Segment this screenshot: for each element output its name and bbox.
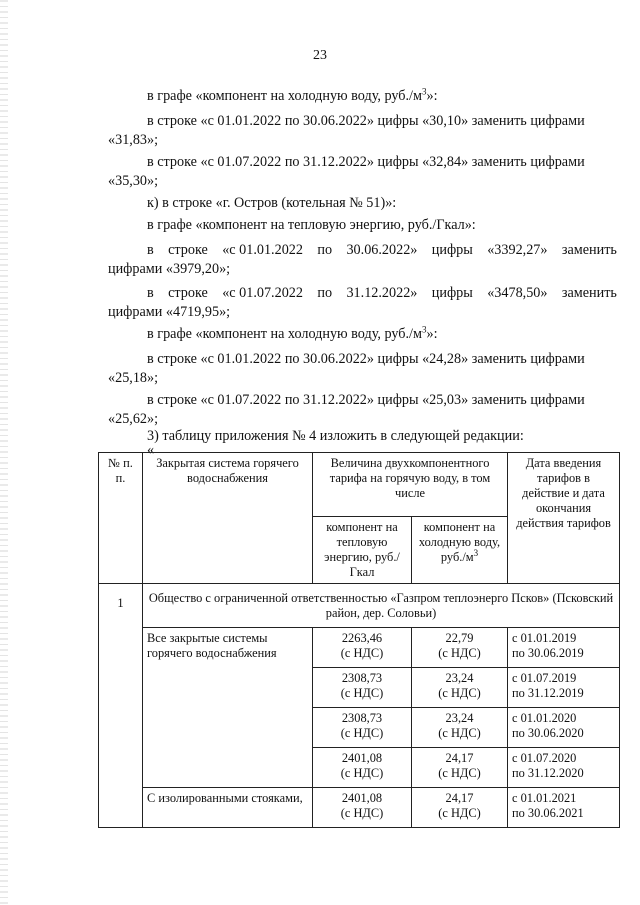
date-from: с 01.01.2020 — [512, 711, 577, 725]
date-cell — [508, 788, 620, 828]
paragraph-text: »: — [426, 88, 438, 104]
water-value: 24,17 — [445, 751, 474, 765]
header-tariff: Величина двухкомпонентного тарифа на горячую воду, в том числе — [313, 453, 508, 517]
word: по — [317, 242, 333, 258]
word: «3478,50» — [487, 285, 548, 301]
vat-note: (с НДС) — [340, 806, 384, 820]
vat-note: (с НДС) — [340, 646, 384, 660]
paragraph-heat-row-h1 — [147, 240, 617, 260]
word: по — [317, 285, 333, 301]
paragraph-text: в графе «компонент на холодную воду, руб./м — [147, 88, 422, 104]
header-water-component — [412, 517, 508, 584]
word: строке — [168, 242, 208, 258]
table-org-row — [99, 584, 620, 628]
paragraph-water-row-h2-continued: «25,62»; — [108, 411, 159, 427]
page-number: 23 — [313, 48, 327, 63]
date-cell — [508, 668, 620, 708]
word: строке — [168, 285, 208, 301]
heat-value: 2308,73 — [341, 671, 383, 685]
date-from: с 01.01.2021 — [512, 791, 577, 805]
date-cell — [508, 708, 620, 748]
header-water-text: компонент на холодную воду, руб./м — [418, 520, 501, 564]
row-number: 1 — [99, 584, 143, 828]
water-cell — [412, 708, 508, 748]
paragraph-text: »: — [426, 326, 438, 342]
heat-value: 2401,08 — [341, 791, 383, 805]
heat-value: 2263,46 — [341, 631, 383, 645]
paragraph-row-2022-h1: в строке «с 01.01.2022 по 30.06.2022» цифры «30,10» заменить цифрами — [147, 113, 585, 129]
paragraph-water-row-h1: в строке «с 01.01.2022 по 30.06.2022» цифры «24,28» заменить цифрами — [147, 351, 585, 367]
heat-cell — [313, 628, 412, 668]
heat-cell — [313, 668, 412, 708]
organization-name: Общество с ограниченной ответственностью «Газпром теплоэнерго Псков» (Псковский район, дер. Соловьи) — [143, 584, 620, 628]
paragraph-table-intro: 3) таблицу приложения № 4 изложить в следующей редакции: — [147, 428, 524, 444]
word: цифры — [431, 242, 473, 258]
paragraph-ostrov: к) в строке «г. Остров (котельная № 51)»: — [147, 195, 397, 211]
word: 31.12.2022» — [346, 285, 418, 301]
date-to: по 31.12.2020 — [512, 766, 584, 780]
water-cell — [412, 788, 508, 828]
table-row — [99, 628, 620, 668]
word: в — [147, 242, 154, 258]
vat-note: (с НДС) — [438, 686, 481, 700]
vat-note: (с НДС) — [340, 726, 384, 740]
paragraph-row-2022-h2: в строке «с 01.07.2022 по 31.12.2022» цифры «32,84» заменить цифрами — [147, 154, 585, 170]
vat-note: (с НДС) — [340, 686, 384, 700]
water-cell — [412, 748, 508, 788]
heat-value: 2308,73 — [341, 711, 383, 725]
system-cell: Все закрытые системы горячего водоснабжения — [143, 628, 313, 788]
vat-note: (с НДС) — [340, 766, 384, 780]
scan-edge-artifact — [0, 0, 8, 905]
heat-value: 2401,08 — [341, 751, 383, 765]
date-from: с 01.01.2019 — [512, 631, 577, 645]
date-to: по 30.06.2021 — [512, 806, 584, 820]
header-dates: Дата введения тарифов в действие и дата окончания действия тарифов — [508, 453, 620, 584]
word: цифры — [431, 285, 473, 301]
word: заменить — [561, 285, 617, 301]
system-cell: С изолированными стояками, — [143, 788, 313, 828]
heat-cell — [313, 748, 412, 788]
header-system: Закрытая система горячего водоснабжения — [143, 453, 313, 584]
word: в — [147, 285, 154, 301]
paragraph-row-2022-h2-continued: «35,30»; — [108, 173, 159, 189]
superscript: 3 — [473, 547, 479, 558]
opening-quote: « — [147, 442, 155, 458]
vat-note: (с НДС) — [438, 766, 481, 780]
table-header-row — [99, 453, 620, 517]
paragraph-water-row-h2: в строке «с 01.07.2022 по 31.12.2022» цифры «25,03» заменить цифрами — [147, 392, 585, 408]
tariff-table — [98, 452, 620, 828]
paragraph-heat-row-h2-continued: цифрами «4719,95»; — [108, 304, 231, 320]
header-heat-component: компонент на тепловую энергию, руб./Гкал — [313, 517, 412, 584]
paragraph-heat-row-h1-continued: цифрами «3979,20»; — [108, 261, 231, 277]
water-cell — [412, 628, 508, 668]
paragraph-cold-water-column-2 — [147, 324, 438, 344]
heat-cell — [313, 708, 412, 748]
word: заменить — [561, 242, 617, 258]
paragraph-heat-column: в графе «компонент на тепловую энергию, руб./Гкал»: — [147, 217, 476, 233]
water-value: 24,17 — [445, 791, 474, 805]
header-number: № п. п. — [99, 453, 143, 584]
date-from: с 01.07.2020 — [512, 751, 577, 765]
date-to: по 31.12.2019 — [512, 686, 584, 700]
paragraph-text: в графе «компонент на холодную воду, руб./м — [147, 326, 422, 342]
vat-note: (с НДС) — [438, 806, 481, 820]
superscript: 3 — [421, 86, 427, 97]
paragraph-water-row-h1-continued: «25,18»; — [108, 370, 159, 386]
date-to: по 30.06.2020 — [512, 726, 584, 740]
heat-cell — [313, 788, 412, 828]
water-value: 23,24 — [445, 671, 474, 685]
superscript: 3 — [421, 324, 427, 335]
date-cell — [508, 628, 620, 668]
paragraph-row-2022-h1-continued: «31,83»; — [108, 132, 159, 148]
word: «с 01.07.2022 — [222, 285, 303, 301]
vat-note: (с НДС) — [438, 646, 481, 660]
water-value: 23,24 — [445, 711, 474, 725]
vat-note: (с НДС) — [438, 726, 481, 740]
date-to: по 30.06.2019 — [512, 646, 584, 660]
water-cell — [412, 668, 508, 708]
date-cell — [508, 748, 620, 788]
paragraph-heat-row-h2 — [147, 283, 617, 303]
paragraph-cold-water-column — [147, 86, 438, 106]
word: «с 01.01.2022 — [222, 242, 303, 258]
word: 30.06.2022» — [346, 242, 418, 258]
table-row — [99, 788, 620, 828]
date-from: с 01.07.2019 — [512, 671, 577, 685]
water-value: 22,79 — [445, 631, 474, 645]
word: «3392,27» — [487, 242, 548, 258]
